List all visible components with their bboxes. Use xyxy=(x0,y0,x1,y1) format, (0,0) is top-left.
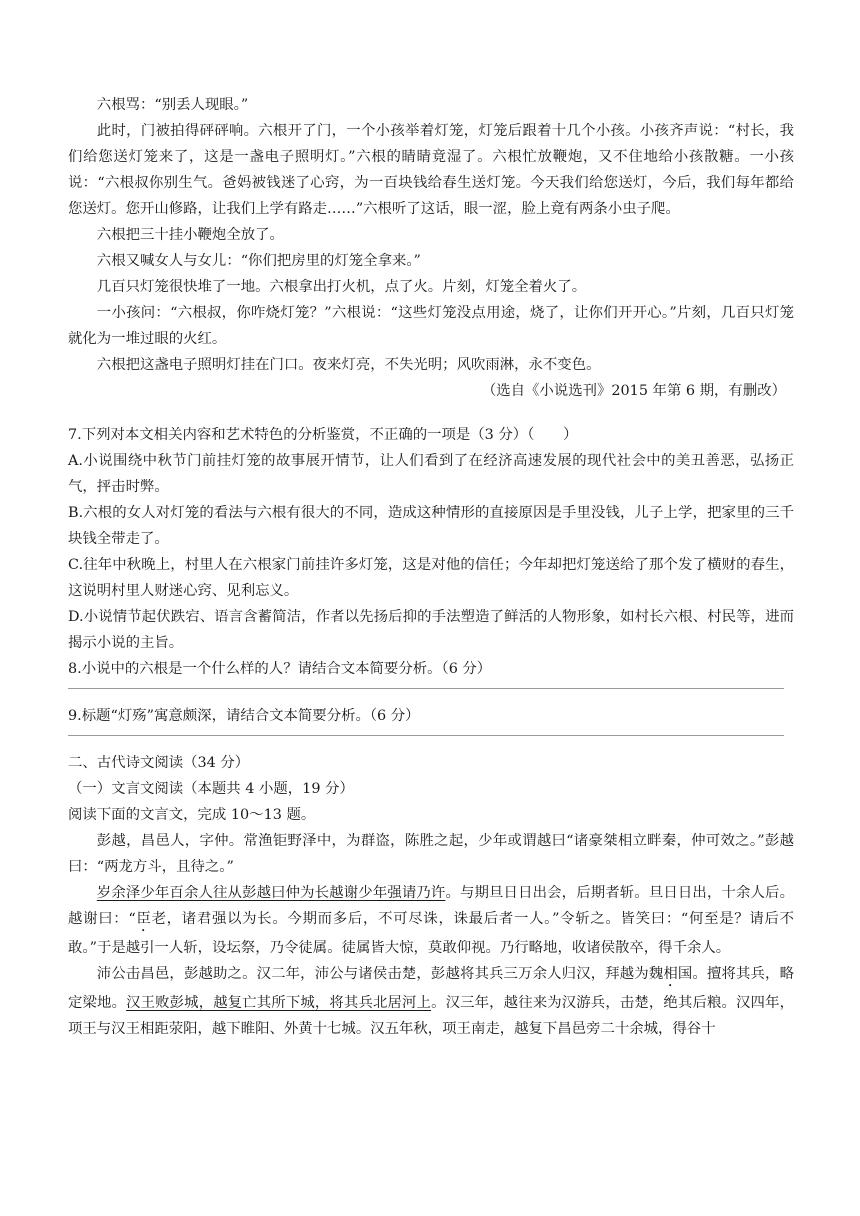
text-span: 国。擅将其兵，略定梁地。 xyxy=(68,966,794,1011)
question-9: 9.标题“灯殇”寓意颇深，请结合文本简要分析。（6 分） xyxy=(68,708,420,724)
classical-paragraph xyxy=(68,880,794,961)
story-paragraph: 六根骂：“别丢人现眼。” xyxy=(96,97,249,113)
section-heading: 二、古代诗文阅读（34 分） xyxy=(68,755,250,771)
instruction: 阅读下面的文言文，完成 10～13 题。 xyxy=(68,807,316,823)
text-span: 沛公击昌邑，彭越助之。汉二年，沛公与诸侯击楚，彭越将其兵三万余人归汉，拜越为魏 xyxy=(96,966,664,982)
text-span: 。汉三年，越往来为汉游兵，击楚，绝其后粮。汉四年，项王与汉王相距荥阳，越下睢阳、外黄十七城。汉五年秋，项王南走，越复下昌邑旁二十余城，得谷十 xyxy=(68,995,794,1037)
classical-paragraph xyxy=(68,961,794,1042)
answer-line xyxy=(68,688,784,689)
story-paragraph: 六根把三十挂小鞭炮全放了。 xyxy=(96,227,284,243)
story-paragraph: 一小孩问：“六根叔，你咋烧灯笼？”六根说：“这些灯笼没点用途，烧了，让你们开开心。”片刻，几百只灯笼就化为一堆过眼的火红。 xyxy=(68,305,794,347)
subsection-heading: （一）文言文阅读（本题共 4 小题，19 分） xyxy=(68,781,354,797)
question-8: 8.小说中的六根是一个什么样的人？请结合文本简要分析。（6 分） xyxy=(68,661,492,677)
option-c: C.往年中秋晚上，村里人在六根家门前挂许多灯笼，这是对他的信任；今年却把灯笼送给了那个发了横财的春生，这说明村里人财迷心窍、见利忘义。 xyxy=(68,557,794,599)
option-d: D.小说情节起伏跌宕、语言含蓄简洁，作者以先扬后抑的手法塑造了鲜活的人物形象，如村长六根、村民等，进而揭示小说的主旨。 xyxy=(68,609,794,651)
answer-line xyxy=(68,735,784,736)
underlined-sentence: 岁余泽少年百余人往从彭越曰仲为长越谢少年强请乃许 xyxy=(96,885,446,901)
dotted-char: 相 xyxy=(663,966,678,982)
option-b: B.六根的女人对灯笼的看法与六根有很大的不同，造成这种情形的直接原因是手里没钱，儿子上学，把家里的三千块钱全带走了。 xyxy=(68,505,794,547)
story-paragraph: 几百只灯笼很快堆了一地。六根拿出打火机，点了火。片刻，灯笼全着火了。 xyxy=(96,279,587,295)
story-paragraph: 六根又喊女人与女儿：“你们把房里的灯笼全拿来。” xyxy=(96,253,421,269)
story-paragraph: 此时，门被拍得砰砰响。六根开了门，一个小孩举着灯笼，灯笼后跟着十几个小孩。小孩齐声说：“村长，我们给您送灯笼来了，这是一盏电子照明灯。”六根的睛睛竟湿了。六根忙放鞭炮，又不住地给小孩散糖。一小孩说：“六根叔你别生气。爸妈被钱迷了心窍，为一百块钱给春生送灯笼。今天我们给您送灯，今后，我们每年都给您送灯。您开山修路，让我们上学有路走……”六根听了这话，眼一涩，脸上竟有两条小虫子爬。 xyxy=(68,123,794,217)
underlined-sentence: 汉王败彭城，越复亡其所下城，将其兵北居河上 xyxy=(126,995,432,1011)
classical-paragraph: 彭越，昌邑人，字仲。常渔钜野泽中，为群盗，陈胜之起，少年或谓越曰“诸豪桀相立畔秦，仲可效之。”彭越曰：“两龙方斗，且待之。” xyxy=(68,833,794,875)
source-citation: （选自《小说选刊》2015 年第 6 期，有删改） xyxy=(481,383,786,399)
question-7: 7.下列对本文相关内容和艺术特色的分析鉴赏，不正确的一项是（3 分）（ ） xyxy=(68,427,578,443)
option-a: A.小说围绕中秋节门前挂灯笼的故事展开情节，让人们看到了在经济高速发展的现代社会中的美丑善恶，弘扬正气，抨击时弊。 xyxy=(68,453,794,495)
text-span: 。与期旦日日出会，后期者斩。旦日日出，十余人后。越谢曰：“ xyxy=(68,885,794,927)
story-paragraph: 六根把这盏电子照明灯挂在门口。夜来灯亮，不失光明；风吹雨淋，永不变色。 xyxy=(96,357,601,373)
dotted-char: 臣 xyxy=(135,911,152,927)
document-page xyxy=(68,92,794,1042)
text-span: 老，诸君强以为长。今期而多后，不可尽诛，诛最后者一人。”令斩之。皆笑曰：“何至是？请后不敢。”于是越引一人斩，设坛祭，乃令徒属。徒属皆大惊，莫敢仰视。乃行略地，收诸侯散卒，得千余人。 xyxy=(68,911,794,956)
